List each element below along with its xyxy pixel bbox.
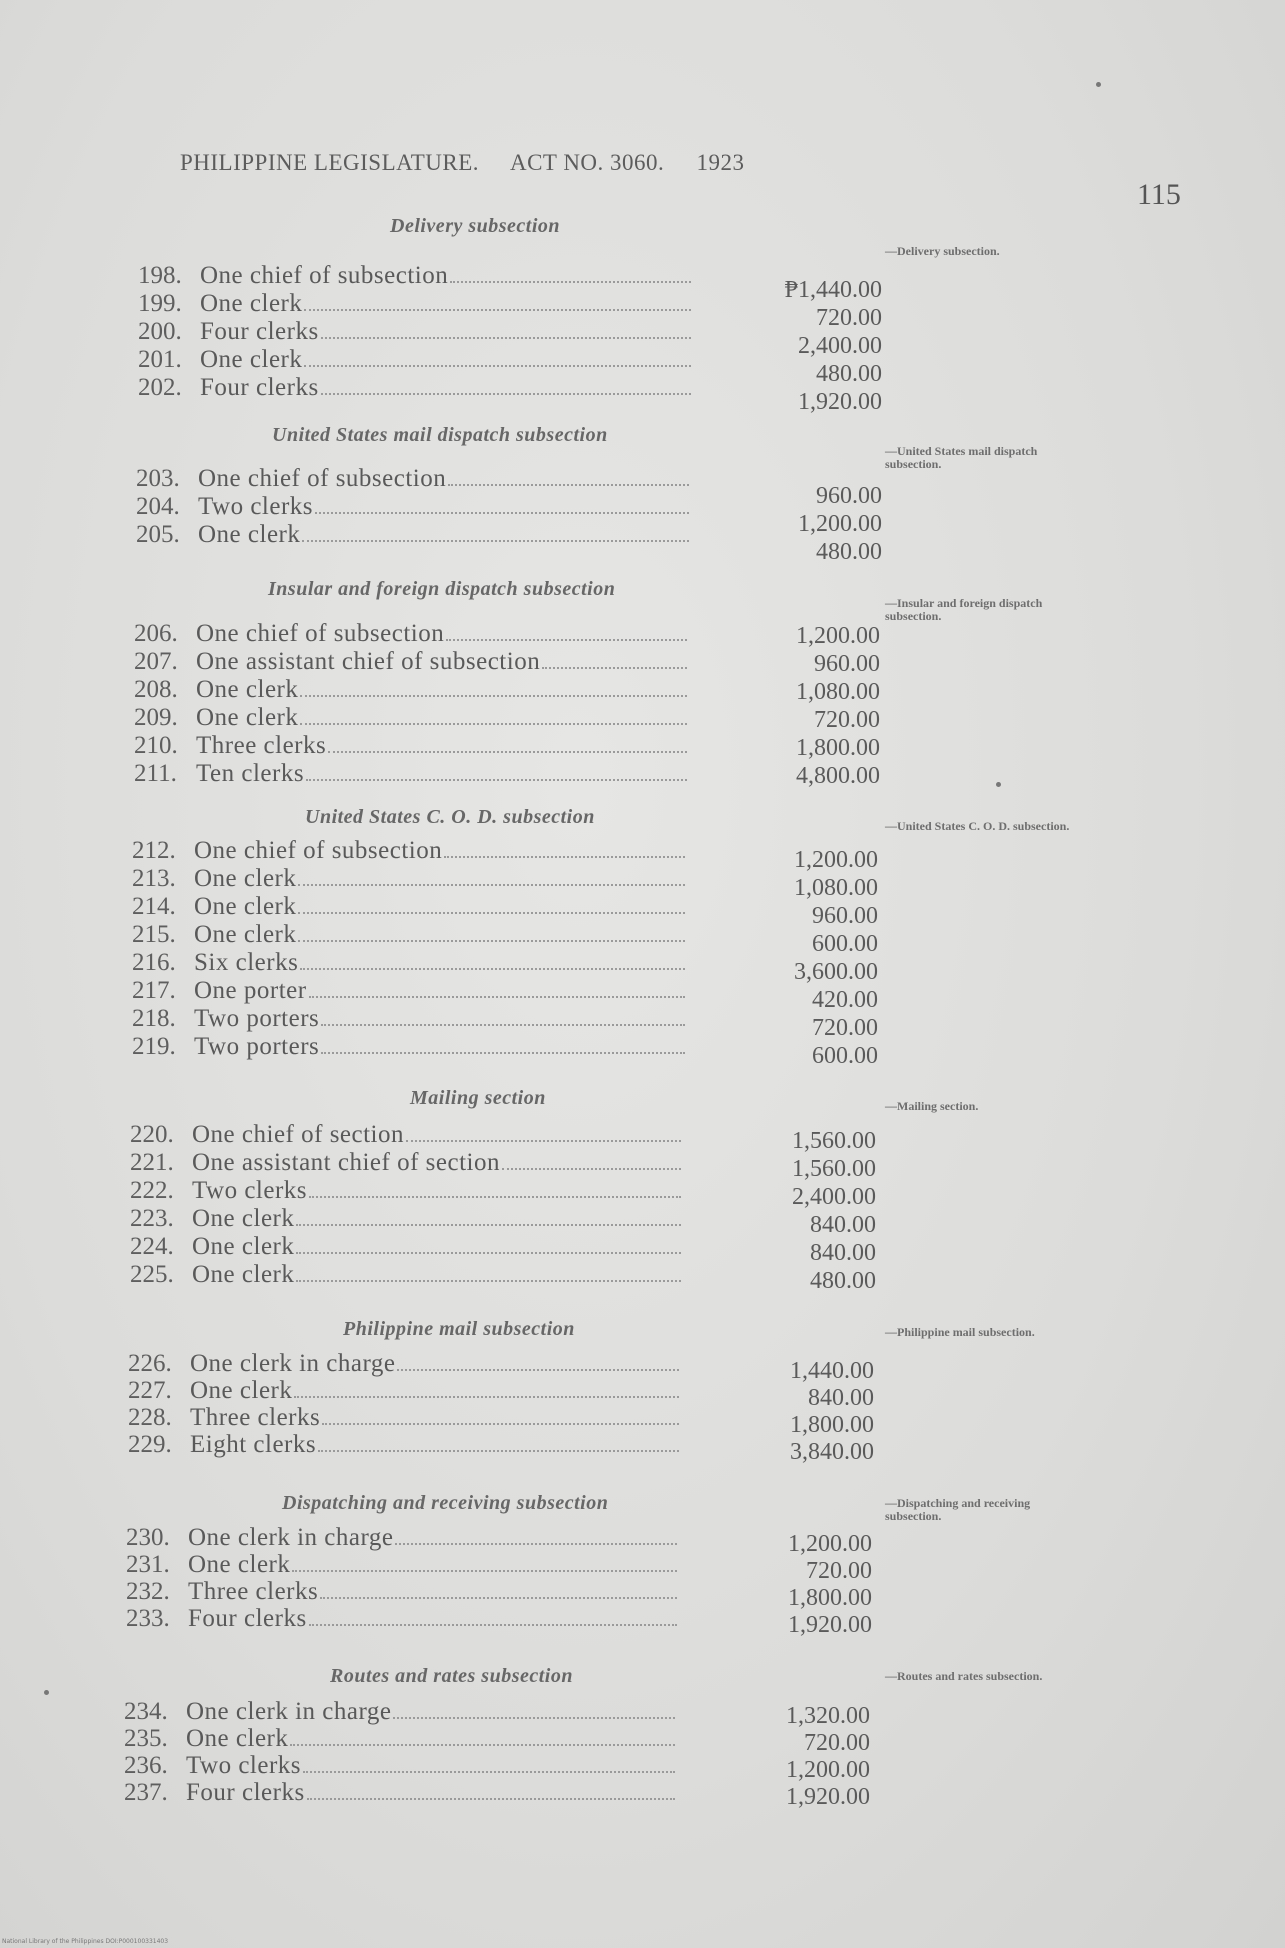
item-description: One clerk	[200, 290, 303, 317]
leader-dots	[300, 722, 687, 725]
item-description: Three clerks	[190, 1404, 321, 1431]
line-item	[138, 262, 693, 290]
leader-dots	[321, 336, 691, 339]
item-number: 231.	[126, 1551, 170, 1578]
section-title: United States mail dispatch subsection	[272, 424, 608, 446]
item-number: 205.	[136, 521, 180, 548]
item-description: One clerk in charge	[190, 1350, 396, 1377]
section-title: Dispatching and receiving subsection	[282, 1492, 609, 1514]
item-number: 210.	[134, 732, 178, 759]
line-item	[124, 1698, 677, 1726]
item-number: 228.	[128, 1404, 172, 1431]
margin-note: —Philippine mail subsection.	[885, 1325, 1035, 1339]
item-number: 215.	[132, 921, 176, 948]
leader-dots	[450, 280, 691, 283]
scan-footer: National Library of the Philippines DOI:P000100331403	[2, 1938, 169, 1945]
item-number: 214.	[132, 893, 176, 920]
item-amount: 1,080.00	[794, 875, 878, 901]
item-description: One chief of section	[192, 1121, 405, 1148]
item-amount: 2,400.00	[798, 333, 882, 359]
line-item	[134, 732, 689, 760]
item-number: 199.	[138, 290, 182, 317]
scan-speck	[1096, 82, 1101, 87]
line-item	[128, 1350, 681, 1378]
leader-dots	[304, 364, 691, 367]
leader-dots	[290, 1743, 675, 1746]
item-number: 217.	[132, 977, 176, 1004]
line-item	[132, 921, 687, 949]
item-number: 212.	[132, 837, 176, 864]
item-description: One chief of subsection	[198, 465, 447, 492]
item-amount: 960.00	[816, 483, 882, 509]
item-amount: 840.00	[810, 1212, 876, 1238]
line-item	[132, 893, 687, 921]
item-amount: ₱1,440.00	[784, 277, 882, 303]
item-amount: 480.00	[816, 361, 882, 387]
item-amount: 1,800.00	[790, 1412, 874, 1438]
page-number: 115	[1137, 178, 1181, 211]
item-number: 204.	[136, 493, 180, 520]
leader-dots	[298, 911, 685, 914]
item-amount: 420.00	[812, 987, 878, 1013]
line-item	[138, 290, 693, 318]
item-number: 207.	[134, 648, 178, 675]
item-description: Two clerks	[192, 1177, 308, 1204]
item-description: One clerk	[192, 1261, 295, 1288]
line-item	[138, 346, 693, 374]
line-item	[134, 760, 689, 788]
section-title: Philippine mail subsection	[343, 1318, 575, 1340]
item-number: 221.	[130, 1149, 174, 1176]
item-amount: 1,560.00	[792, 1156, 876, 1182]
leader-dots	[406, 1139, 681, 1142]
item-number: 208.	[134, 676, 178, 703]
item-number: 203.	[136, 465, 180, 492]
leader-dots	[300, 967, 685, 970]
leader-dots	[296, 1223, 681, 1226]
item-description: One clerk	[198, 521, 301, 548]
item-description: One porter	[194, 977, 307, 1004]
item-amount: 1,440.00	[790, 1358, 874, 1384]
item-number: 223.	[130, 1205, 174, 1232]
item-amount: 1,200.00	[788, 1531, 872, 1557]
item-amount: 720.00	[806, 1558, 872, 1584]
leader-dots	[444, 855, 685, 858]
leader-dots	[309, 995, 685, 998]
leader-dots	[303, 1770, 675, 1773]
leader-dots	[296, 1251, 681, 1254]
leader-dots	[292, 1569, 677, 1572]
leader-dots	[446, 638, 687, 641]
line-item	[132, 1005, 687, 1033]
item-amount: 1,200.00	[798, 511, 882, 537]
line-item	[138, 374, 693, 402]
item-amount: 840.00	[810, 1240, 876, 1266]
item-description: Four clerks	[200, 374, 319, 401]
margin-note: —United States mail dispatch subsection.	[885, 444, 1038, 471]
item-number: 232.	[126, 1578, 170, 1605]
line-item	[132, 949, 687, 977]
leader-dots	[309, 1623, 677, 1626]
scan-speck	[996, 782, 1001, 787]
line-item	[130, 1261, 683, 1289]
line-item	[128, 1431, 681, 1459]
section-title: United States C. O. D. subsection	[305, 806, 595, 828]
line-item	[138, 318, 693, 346]
item-amount: 1,080.00	[796, 679, 880, 705]
margin-note: —Routes and rates subsection.	[885, 1669, 1043, 1683]
item-description: One chief of subsection	[196, 620, 445, 647]
legislature-title: PHILIPPINE LEGISLATURE.	[180, 150, 479, 175]
leader-dots	[321, 1023, 685, 1026]
item-number: 233.	[126, 1605, 170, 1632]
item-number: 211.	[134, 760, 177, 787]
item-amount: 2,400.00	[792, 1184, 876, 1210]
item-description: Two clerks	[186, 1752, 302, 1779]
item-description: One clerk in charge	[186, 1698, 392, 1725]
leader-dots	[502, 1167, 681, 1170]
item-number: 216.	[132, 949, 176, 976]
leader-dots	[320, 1596, 677, 1599]
item-number: 219.	[132, 1033, 176, 1060]
line-item	[130, 1121, 683, 1149]
item-number: 200.	[138, 318, 182, 345]
item-number: 230.	[126, 1524, 170, 1551]
item-amount: 1,800.00	[796, 735, 880, 761]
item-number: 237.	[124, 1779, 168, 1806]
leader-dots	[321, 392, 691, 395]
item-amount: 1,200.00	[796, 623, 880, 649]
line-item	[128, 1377, 681, 1405]
leader-dots	[306, 778, 687, 781]
item-description: One clerk	[194, 921, 297, 948]
item-amount: 720.00	[812, 1015, 878, 1041]
line-item	[136, 465, 691, 493]
item-description: One clerk	[200, 346, 303, 373]
line-item	[132, 865, 687, 893]
item-number: 226.	[128, 1350, 172, 1377]
leader-dots	[318, 1449, 679, 1452]
item-amount: 1,920.00	[786, 1784, 870, 1810]
item-description: One clerk	[186, 1725, 289, 1752]
item-description: Three clerks	[188, 1578, 319, 1605]
margin-note: —United States C. O. D. subsection.	[885, 819, 1070, 833]
item-description: Ten clerks	[196, 760, 305, 787]
line-item	[134, 620, 689, 648]
line-item	[124, 1779, 677, 1807]
item-amount: 3,840.00	[790, 1439, 874, 1465]
item-number: 235.	[124, 1725, 168, 1752]
item-amount: 3,600.00	[794, 959, 878, 985]
item-amount: 1,200.00	[786, 1757, 870, 1783]
leader-dots	[328, 750, 687, 753]
item-amount: 720.00	[814, 707, 880, 733]
leader-dots	[395, 1542, 677, 1545]
leader-dots	[315, 511, 689, 514]
item-description: One assistant chief of section	[192, 1149, 500, 1176]
act-year: 1923	[696, 150, 745, 175]
running-header	[180, 150, 771, 176]
item-description: Two clerks	[198, 493, 314, 520]
scan-speck	[44, 1690, 49, 1695]
item-amount: 600.00	[812, 1043, 878, 1069]
line-item	[130, 1149, 683, 1177]
line-item	[134, 648, 689, 676]
item-number: 198.	[138, 262, 182, 289]
item-number: 201.	[138, 346, 182, 373]
item-amount: 840.00	[808, 1385, 874, 1411]
item-description: One clerk	[188, 1551, 291, 1578]
line-item	[136, 521, 691, 549]
leader-dots	[294, 1395, 679, 1398]
item-description: One clerk	[196, 676, 299, 703]
item-description: One assistant chief of subsection	[196, 648, 541, 675]
item-description: One clerk	[194, 893, 297, 920]
item-description: One clerk	[192, 1205, 295, 1232]
item-description: Four clerks	[188, 1605, 307, 1632]
item-amount: 480.00	[810, 1268, 876, 1294]
item-description: Two porters	[194, 1005, 320, 1032]
item-number: 220.	[130, 1121, 174, 1148]
item-number: 225.	[130, 1261, 174, 1288]
line-item	[130, 1205, 683, 1233]
item-amount: 1,320.00	[786, 1703, 870, 1729]
item-description: One clerk	[190, 1377, 293, 1404]
leader-dots	[309, 1195, 681, 1198]
item-number: 202.	[138, 374, 182, 401]
leader-dots	[300, 694, 687, 697]
line-item	[132, 1033, 687, 1061]
item-amount: 1,920.00	[788, 1612, 872, 1638]
leader-dots	[322, 1422, 679, 1425]
item-number: 234.	[124, 1698, 168, 1725]
line-item	[128, 1404, 681, 1432]
line-item	[126, 1524, 679, 1552]
margin-note: —Insular and foreign dispatch subsection.	[885, 596, 1043, 623]
leader-dots	[321, 1051, 685, 1054]
item-number: 206.	[134, 620, 178, 647]
item-amount: 960.00	[814, 651, 880, 677]
item-amount: 1,920.00	[798, 389, 882, 415]
item-number: 213.	[132, 865, 176, 892]
leader-dots	[307, 1797, 675, 1800]
section-title: Delivery subsection	[390, 215, 561, 237]
item-amount: 1,800.00	[788, 1585, 872, 1611]
item-description: One chief of subsection	[200, 262, 449, 289]
leader-dots	[397, 1368, 679, 1371]
line-item	[124, 1725, 677, 1753]
item-description: Four clerks	[186, 1779, 305, 1806]
margin-note: —Mailing section.	[885, 1099, 979, 1113]
item-description: Two porters	[194, 1033, 320, 1060]
line-item	[126, 1605, 679, 1633]
line-item	[130, 1233, 683, 1261]
leader-dots	[542, 666, 687, 669]
item-number: 218.	[132, 1005, 176, 1032]
line-item	[132, 977, 687, 1005]
line-item	[134, 676, 689, 704]
item-amount: 720.00	[804, 1730, 870, 1756]
margin-note: —Delivery subsection.	[885, 244, 1000, 258]
item-description: One clerk	[196, 704, 299, 731]
leader-dots	[298, 939, 685, 942]
leader-dots	[448, 483, 689, 486]
item-number: 222.	[130, 1177, 174, 1204]
section-title: Routes and rates subsection	[330, 1665, 573, 1687]
margin-note: —Dispatching and receiving subsection.	[885, 1496, 1031, 1523]
item-description: Six clerks	[194, 949, 299, 976]
item-amount: 1,200.00	[794, 847, 878, 873]
line-item	[126, 1551, 679, 1579]
item-amount: 480.00	[816, 539, 882, 565]
leader-dots	[304, 308, 691, 311]
item-description: Eight clerks	[190, 1431, 317, 1458]
item-description: One clerk	[192, 1233, 295, 1260]
item-amount: 720.00	[816, 305, 882, 331]
line-item	[130, 1177, 683, 1205]
section-title: Mailing section	[410, 1087, 546, 1109]
item-amount: 960.00	[812, 903, 878, 929]
item-description: Four clerks	[200, 318, 319, 345]
item-number: 236.	[124, 1752, 168, 1779]
item-description: One clerk	[194, 865, 297, 892]
item-amount: 600.00	[812, 931, 878, 957]
line-item	[124, 1752, 677, 1780]
item-amount: 1,560.00	[792, 1128, 876, 1154]
item-number: 229.	[128, 1431, 172, 1458]
leader-dots	[393, 1716, 675, 1719]
item-description: One clerk in charge	[188, 1524, 394, 1551]
leader-dots	[296, 1279, 681, 1282]
act-number: ACT NO. 3060.	[509, 150, 665, 175]
item-number: 227.	[128, 1377, 172, 1404]
item-description: Three clerks	[196, 732, 327, 759]
line-item	[136, 493, 691, 521]
item-description: One chief of subsection	[194, 837, 443, 864]
item-number: 224.	[130, 1233, 174, 1260]
line-item	[132, 837, 687, 865]
leader-dots	[302, 539, 689, 542]
section-title: Insular and foreign dispatch subsection	[268, 578, 616, 600]
item-number: 209.	[134, 704, 178, 731]
item-amount: 4,800.00	[796, 763, 880, 789]
line-item	[126, 1578, 679, 1606]
line-item	[134, 704, 689, 732]
leader-dots	[298, 883, 685, 886]
